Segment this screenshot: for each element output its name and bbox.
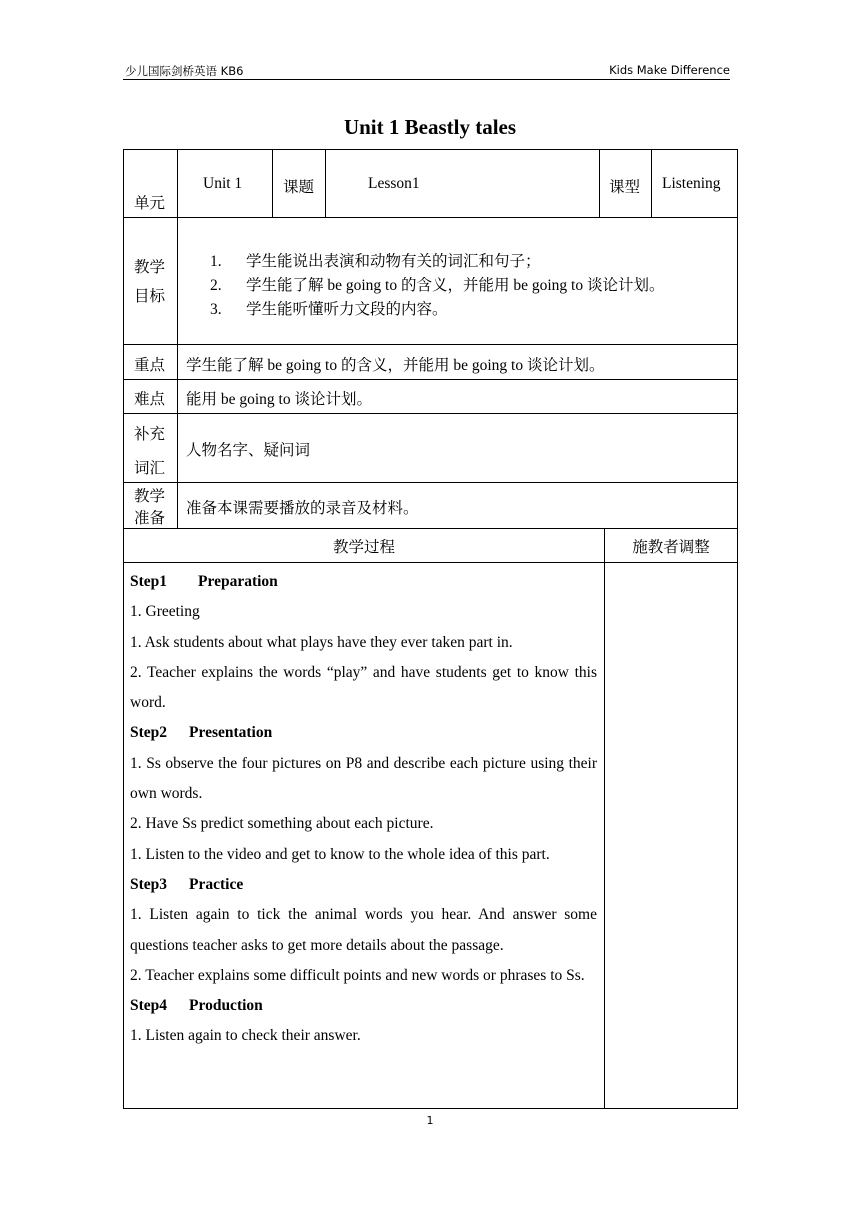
- objective-text: 学生能说出表演和动物有关的词汇和句子；: [246, 253, 541, 270]
- topic-value: Lesson1: [368, 175, 420, 192]
- step-line: 2. Teacher explains the words “play” and have students get to know this word.: [130, 663, 597, 712]
- header-right-text: Kids Make Difference: [609, 63, 730, 77]
- page-number: 1: [426, 1114, 434, 1127]
- key-points-text: 学生能了解 be going to 的含义，并能用 be going to 谈论计划。: [186, 357, 605, 374]
- objective-number: 3.: [210, 301, 222, 318]
- objective-item: [210, 274, 665, 298]
- unit-value: Unit 1: [203, 175, 243, 192]
- step-line: 2. Have Ss predict something about each picture.: [130, 815, 434, 833]
- objective-text: 学生能了解 be going to 的含义，并能用 be going to 谈论计划。: [246, 277, 665, 294]
- step-line: 1. Listen again to check their answer.: [130, 1027, 361, 1045]
- step-block: [130, 991, 597, 1052]
- objective-text: 学生能听懂听力文段的内容。: [246, 301, 448, 318]
- step-line: 2. Teacher explains some difficult points and new words or phrases to Ss.: [130, 966, 585, 984]
- step-line: 1. Listen to the video and get to know to the whole idea of this part.: [130, 845, 550, 863]
- objective-number: 1.: [210, 253, 222, 270]
- vocab-text: 人物名字、疑问词: [186, 442, 311, 459]
- type-value: Listening: [662, 175, 721, 192]
- step-title: Step1 Preparation: [130, 573, 278, 590]
- step-title: Step2 Presentation: [130, 724, 273, 742]
- step-line: 1. Listen again to tick the animal words you hear. And answer some questions teacher asks to get more details about the passage.: [130, 906, 597, 954]
- unit-label: 单元: [134, 195, 166, 212]
- prep-label-line2: 准备: [134, 510, 166, 527]
- process-header-right: 施教者调整: [632, 538, 710, 556]
- difficulties-text: 能用 be going to 谈论计划。: [186, 391, 372, 408]
- process-header-left: 教学过程: [332, 538, 395, 556]
- step-line: 1. Greeting: [130, 603, 200, 621]
- objective-item: [210, 250, 665, 274]
- page-header: [123, 61, 730, 80]
- objectives-label-line1: 教学: [134, 259, 166, 276]
- step-line: 1. Ask students about what plays have they ever taken part in.: [130, 633, 513, 651]
- objectives-label-line2: 目标: [134, 288, 166, 305]
- difficulties-label: 难点: [134, 391, 166, 408]
- step-line: 1. Ss observe the four pictures on P8 and describe each picture using their own words.: [130, 754, 597, 803]
- objective-item: [210, 298, 665, 322]
- step-block: [130, 718, 597, 869]
- step-block: [130, 870, 597, 991]
- header-left-text: 少儿国际剑桥英语 KB6: [125, 64, 244, 78]
- topic-label: 课题: [283, 179, 315, 196]
- prep-label-line1: 教学: [134, 488, 166, 505]
- document-title: Unit 1 Beastly tales: [343, 115, 517, 139]
- vocab-label-line2: 词汇: [134, 460, 166, 477]
- step-title: Step3 Practice: [130, 875, 244, 893]
- objectives-list: [210, 250, 665, 322]
- step-title: Step4 Production: [130, 997, 263, 1015]
- teaching-process: [130, 567, 597, 1052]
- prep-text: 准备本课需要播放的录音及材料。: [186, 500, 419, 517]
- step-block: [130, 567, 597, 718]
- type-label: 课型: [609, 179, 641, 196]
- vocab-label-line1: 补充: [134, 426, 166, 443]
- key-points-label: 重点: [134, 357, 166, 374]
- objective-number: 2.: [210, 277, 222, 294]
